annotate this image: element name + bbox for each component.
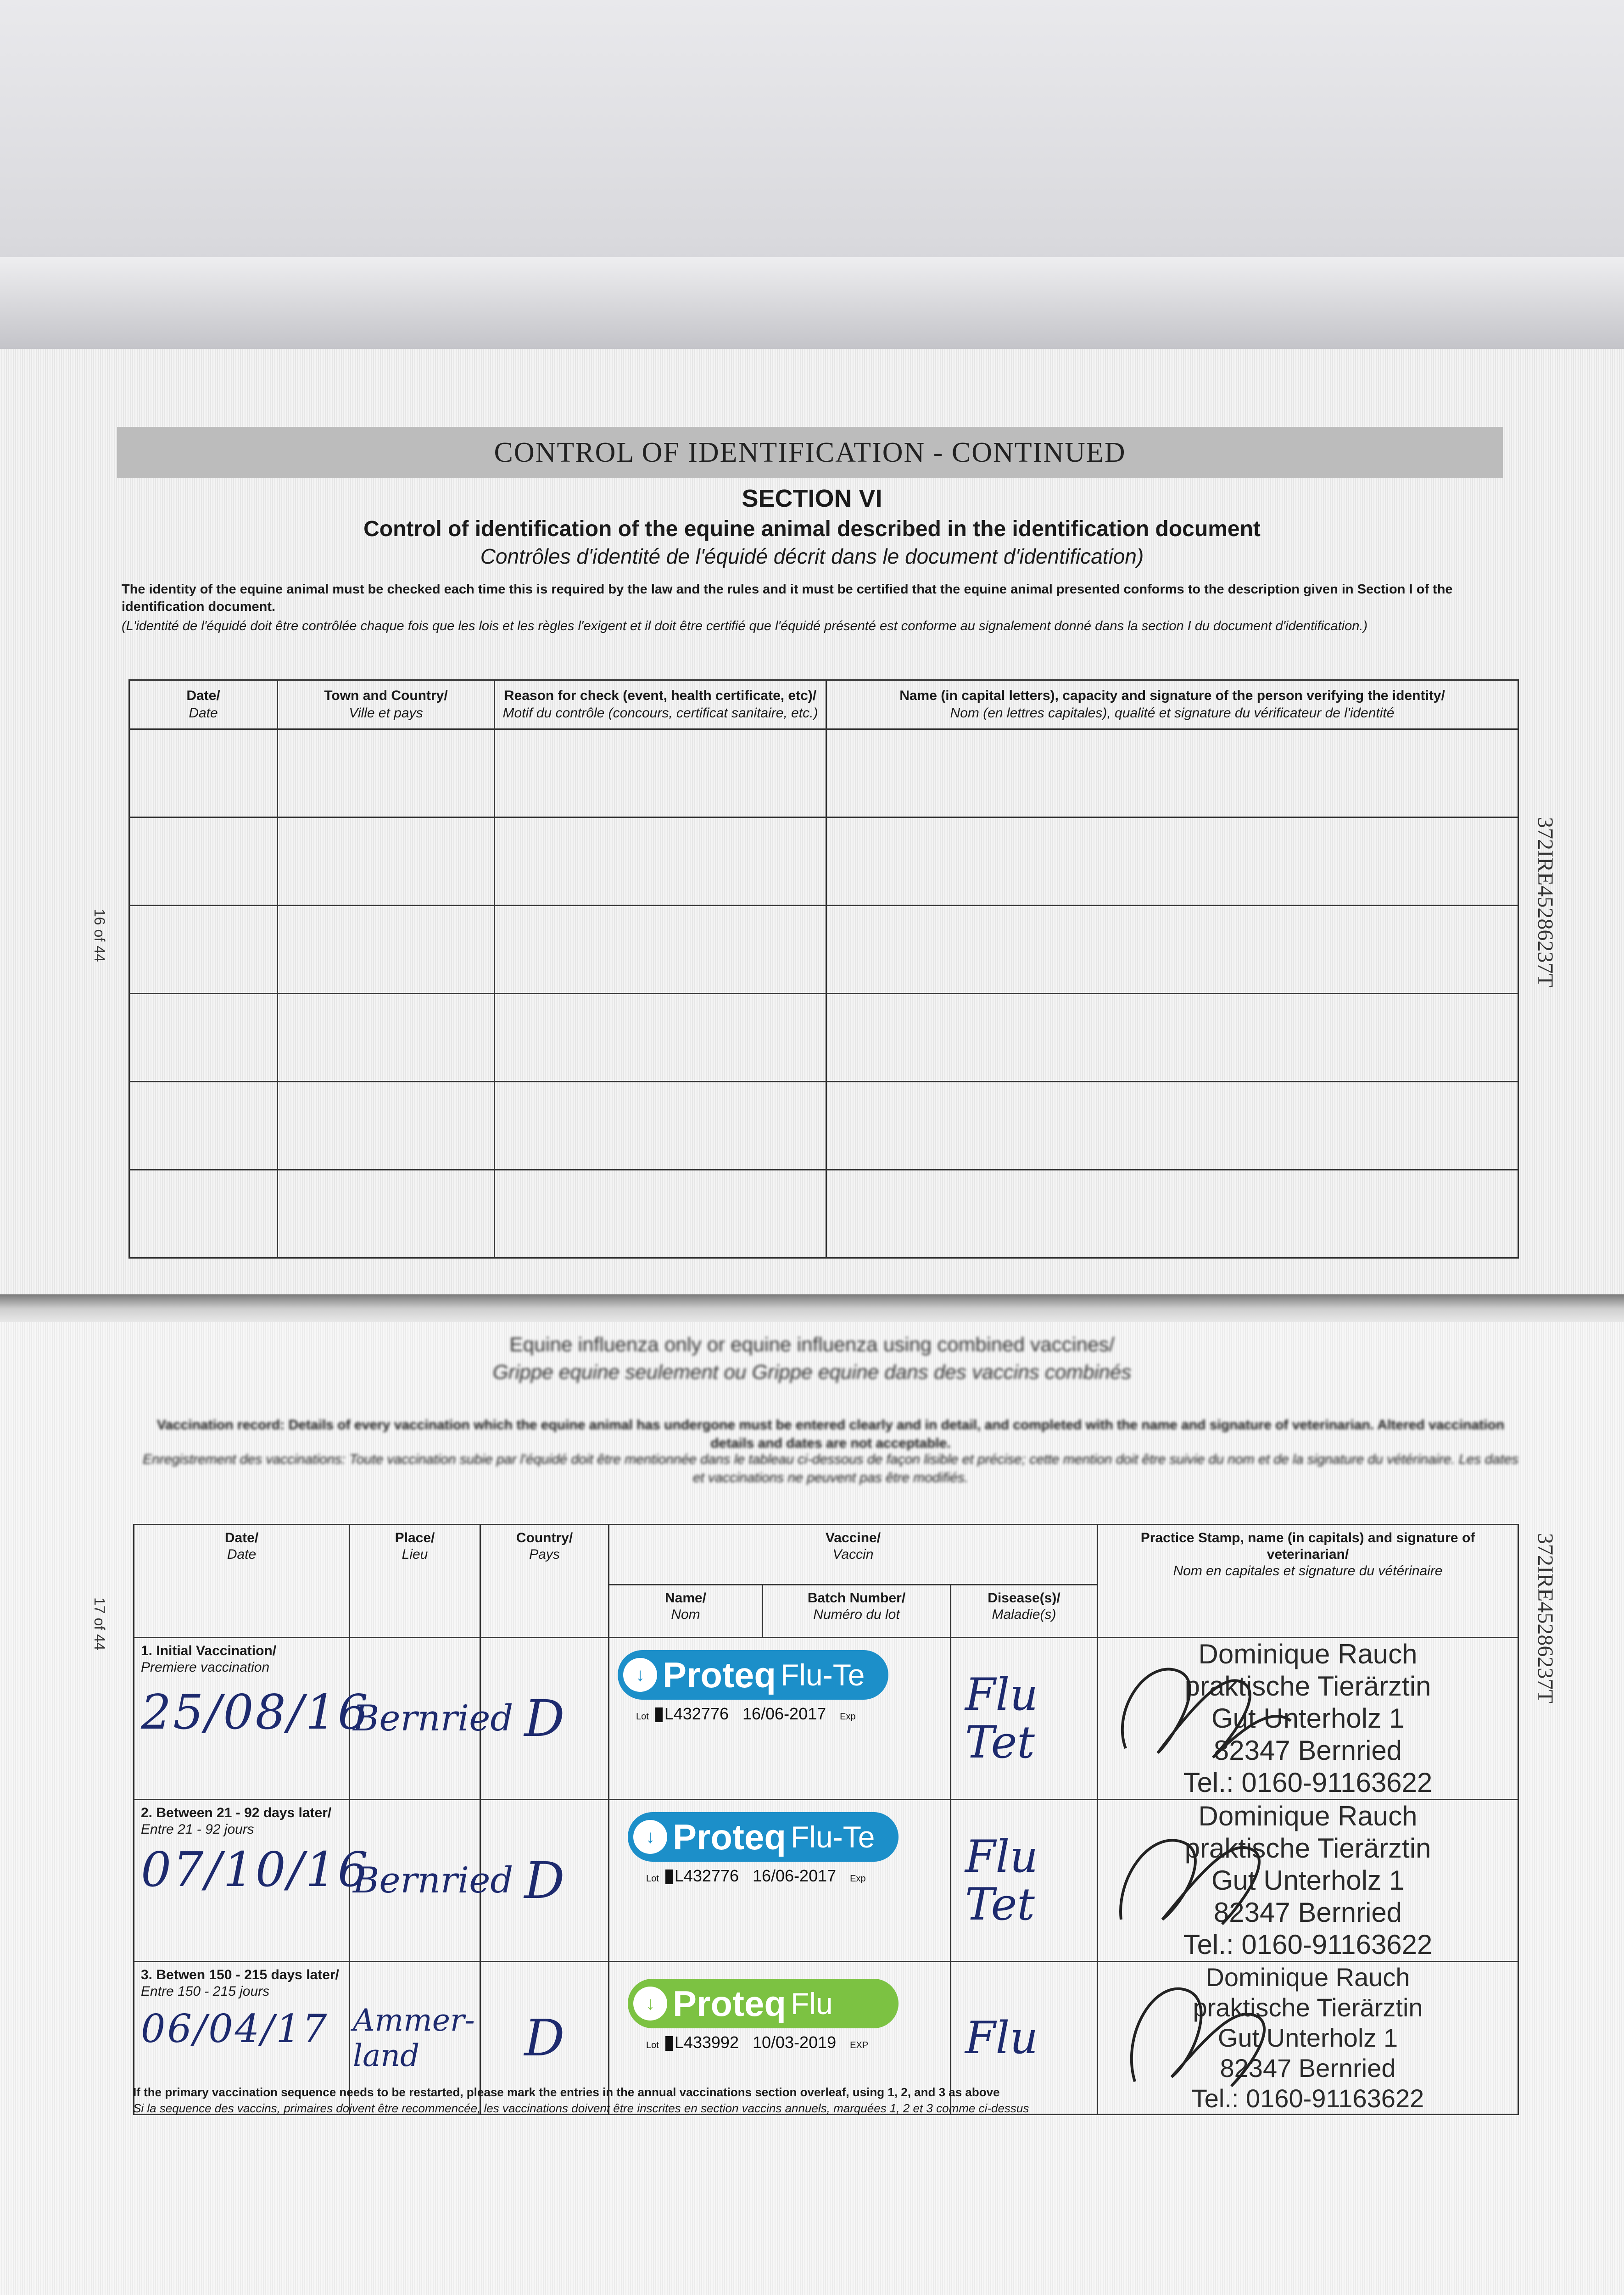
passport-id: 372IRE45286237T xyxy=(1533,1533,1557,1703)
disease-2: Tet xyxy=(965,1879,1035,1930)
table-row xyxy=(129,906,1518,994)
stamp-cell[interactable] xyxy=(1098,1962,1518,2115)
col-country: Country/ Pays xyxy=(480,1525,609,1638)
vaccine-brand: Proteq xyxy=(673,1816,787,1857)
stamp-cell[interactable] xyxy=(1098,1800,1518,1962)
vaccination-title: Equine influenza only or equine influenza using combined vaccines/ xyxy=(509,1333,1115,1356)
table-header-row xyxy=(134,1525,1518,1585)
vaccination-country: D xyxy=(524,1689,565,1748)
vaccine-sticker-band xyxy=(618,1650,888,1700)
intro-text: The identity of the equine animal must be checked each time this is required by the law and the rules and it must be certified that the equine animal presented conforms to the description given in Section I of the identification document. xyxy=(122,582,1453,614)
vaccination-country: D xyxy=(524,1851,565,1910)
table-row xyxy=(134,1638,1518,1800)
vaccine-label-cell[interactable] xyxy=(609,1638,951,1800)
col-verifier: Name (in capital letters), capacity and signature of the person verifying the identity/ Nom (en lettres capitales), qualité et signature du vérificateur de l'identité xyxy=(826,680,1518,729)
arrow-icon: ↓ xyxy=(633,1987,667,2021)
disease-1: Flu xyxy=(965,1669,1038,1720)
vaccination-place: Ammer-land xyxy=(353,2003,475,2073)
vaccine-product: Flu-Te xyxy=(791,1820,875,1854)
disease-1: Flu xyxy=(965,1831,1038,1882)
date-cell[interactable] xyxy=(134,1800,370,1962)
row-label: 2. Between 21 - 92 days later/ xyxy=(141,1805,332,1820)
col-date: Date/ Date xyxy=(129,680,278,729)
expiry-date: 16/06-2017 xyxy=(742,1704,826,1723)
disease-1: Flu xyxy=(965,2012,1038,2064)
disease-cell[interactable] xyxy=(951,1800,1098,1962)
col-date: Date/ Date xyxy=(134,1525,350,1638)
date-cell[interactable] xyxy=(134,1638,370,1800)
section-header-bar xyxy=(117,427,1503,478)
signature xyxy=(1107,1967,1300,2095)
vet-stamp: Dominique Rauch praktische Tierärztin Gut Unterholz 1 82347 Bernried Tel.: 0160-91163622 xyxy=(1098,1800,1518,1961)
vaccine-label-cell[interactable] xyxy=(609,1800,951,1962)
section-subtitle: Control of identification of the equine animal described in the identification document xyxy=(363,517,1261,541)
row-label: 3. Betwen 150 - 215 days later/ xyxy=(141,1967,339,1982)
col-vaccine: Vaccine/ Vaccin xyxy=(609,1525,1098,1585)
vaccine-brand: Proteq xyxy=(673,1983,787,2024)
vaccination-place: Bernried xyxy=(353,1860,513,1901)
batch-number: L432776 xyxy=(674,1866,739,1885)
page-number: 16 of 44 xyxy=(91,909,108,962)
arrow-icon: ↓ xyxy=(623,1658,657,1692)
section-title: SECTION VI xyxy=(742,485,882,512)
stamp-cell[interactable] xyxy=(1098,1638,1518,1800)
arrow-icon: ↓ xyxy=(633,1820,667,1854)
vaccination-date: 25/08/16 xyxy=(141,1684,370,1740)
intro-text-fr: (L'identité de l'équidé doit être contrôlée chaque fois que les lois et les règles l'exigent et il doit être certifié que l'équidé présenté est conforme au signalement donné dans la section I du document d'identification.) xyxy=(122,619,1368,633)
expiry-date: 16/06-2017 xyxy=(752,1866,837,1885)
table-header-row xyxy=(129,680,1518,729)
expiry-date: 10/03-2019 xyxy=(752,2033,837,2052)
vet-stamp: Dominique Rauch praktische Tierärztin Gut Unterholz 1 82347 Bernried Tel.: 0160-91163622 xyxy=(1098,1962,1518,2114)
col-disease: Disease(s)/ Maladie(s) xyxy=(951,1585,1098,1638)
vaccine-product: Flu xyxy=(791,1987,833,2021)
vaccination-table xyxy=(133,1524,1519,2115)
vaccine-sticker-band xyxy=(628,1812,899,1862)
vaccination-date: 07/10/16 xyxy=(141,1842,370,1898)
vaccination-place: Bernried xyxy=(353,1698,513,1739)
footnote-fr: Si la sequence des vaccins, primaires doivent être recommencée, les vaccinations doivent être inscrites en section vaccins annuels, marquées 1, 2 et 3 comme ci-dessus xyxy=(133,2101,1029,2115)
vaccine-product: Flu-Te xyxy=(781,1658,865,1692)
vaccine-sticker: ↓ Proteq Flu Lot L433992 10/03-2019 EXP xyxy=(628,1979,912,2057)
table-row xyxy=(129,817,1518,906)
vaccine-sticker: ↓ Proteq Flu-Te Lot L432776 16/06-2017 Exp xyxy=(618,1650,902,1728)
signature xyxy=(1107,1643,1300,1771)
place-cell[interactable] xyxy=(350,1800,513,1962)
disease-cell[interactable] xyxy=(951,1638,1098,1800)
scanner-background xyxy=(0,0,1624,349)
col-stamp: Practice Stamp, name (in capitals) and signature of veterinarian/ Nom en capitales et signature du vétérinaire xyxy=(1098,1525,1518,1638)
row-label-fr: Premiere vaccination xyxy=(141,1660,270,1675)
vaccine-sticker: ↓ Proteq Flu-Te Lot L432776 16/06-2017 Exp xyxy=(628,1812,912,1890)
vaccination-record-note-fr: Enregistrement des vaccinations: Toute vaccination subie par l'équidé doit être mentionnée dans le tableau ci-dessous de façon lisible et précise; cette mention doit être suivie du nom et de la signature du vétérinaire. Les dates et vaccinations ne peuvent pas être modifiés. xyxy=(142,1452,1519,1485)
table-row xyxy=(134,1800,1518,1962)
vaccination-title-fr: Grippe equine seulement ou Grippe equine dans des vaccins combinés xyxy=(492,1361,1132,1383)
col-reason: Reason for check (event, health certificate, etc)/ Motif du contrôle (concours, certificat sanitaire, etc.) xyxy=(495,680,826,729)
table-row xyxy=(129,1082,1518,1170)
footnote: If the primary vaccination sequence needs to be restarted, please mark the entries in the annual vaccinations section overleaf, using 1, 2, and 3 as above xyxy=(133,2085,1000,2099)
signature xyxy=(1107,1805,1300,1933)
place-cell[interactable] xyxy=(350,1638,513,1800)
barcode-icon xyxy=(665,2036,673,2051)
row-label-fr: Entre 150 - 215 jours xyxy=(141,1984,270,1999)
col-vaccine-name: Name/ Nom xyxy=(609,1585,763,1638)
col-place: Place/ Lieu xyxy=(350,1525,480,1638)
batch-number: L433992 xyxy=(674,2033,739,2052)
row-label: 1. Initial Vaccination/ xyxy=(141,1643,277,1658)
vet-stamp: Dominique Rauch praktische Tierärztin Gut Unterholz 1 82347 Bernried Tel.: 0160-91163622 xyxy=(1098,1638,1518,1799)
vaccine-sticker-band xyxy=(628,1979,899,2028)
barcode-icon xyxy=(655,1707,663,1722)
table-row xyxy=(129,729,1518,817)
table-row xyxy=(129,1170,1518,1258)
vaccination-record-note: Vaccination record: Details of every vaccination which the equine animal has undergone must be entered clearly and in detail, and completed with the name and signature of veterinarian. Altered vaccination details and dates are not acceptable. xyxy=(156,1417,1505,1451)
col-batch: Batch Number/ Numéro du lot xyxy=(763,1585,951,1638)
col-town: Town and Country/ Ville et pays xyxy=(278,680,495,729)
passport-id: 372IRE45286237T xyxy=(1533,817,1557,987)
disease-2: Tet xyxy=(965,1717,1035,1768)
vaccination-country: D xyxy=(524,2009,565,2067)
vaccine-brand: Proteq xyxy=(663,1654,776,1695)
vaccination-date: 06/04/17 xyxy=(141,2006,329,2051)
table-row xyxy=(129,994,1518,1082)
row-label-fr: Entre 21 - 92 jours xyxy=(141,1822,254,1837)
barcode-icon xyxy=(665,1870,673,1884)
identity-check-table xyxy=(128,679,1519,1259)
section-header: CONTROL OF IDENTIFICATION - CONTINUED xyxy=(494,437,1126,468)
batch-number: L432776 xyxy=(664,1704,729,1723)
section-subtitle-fr: Contrôles d'identité de l'équidé décrit dans le document d'identification) xyxy=(480,544,1144,568)
page-number: 17 of 44 xyxy=(91,1597,108,1651)
